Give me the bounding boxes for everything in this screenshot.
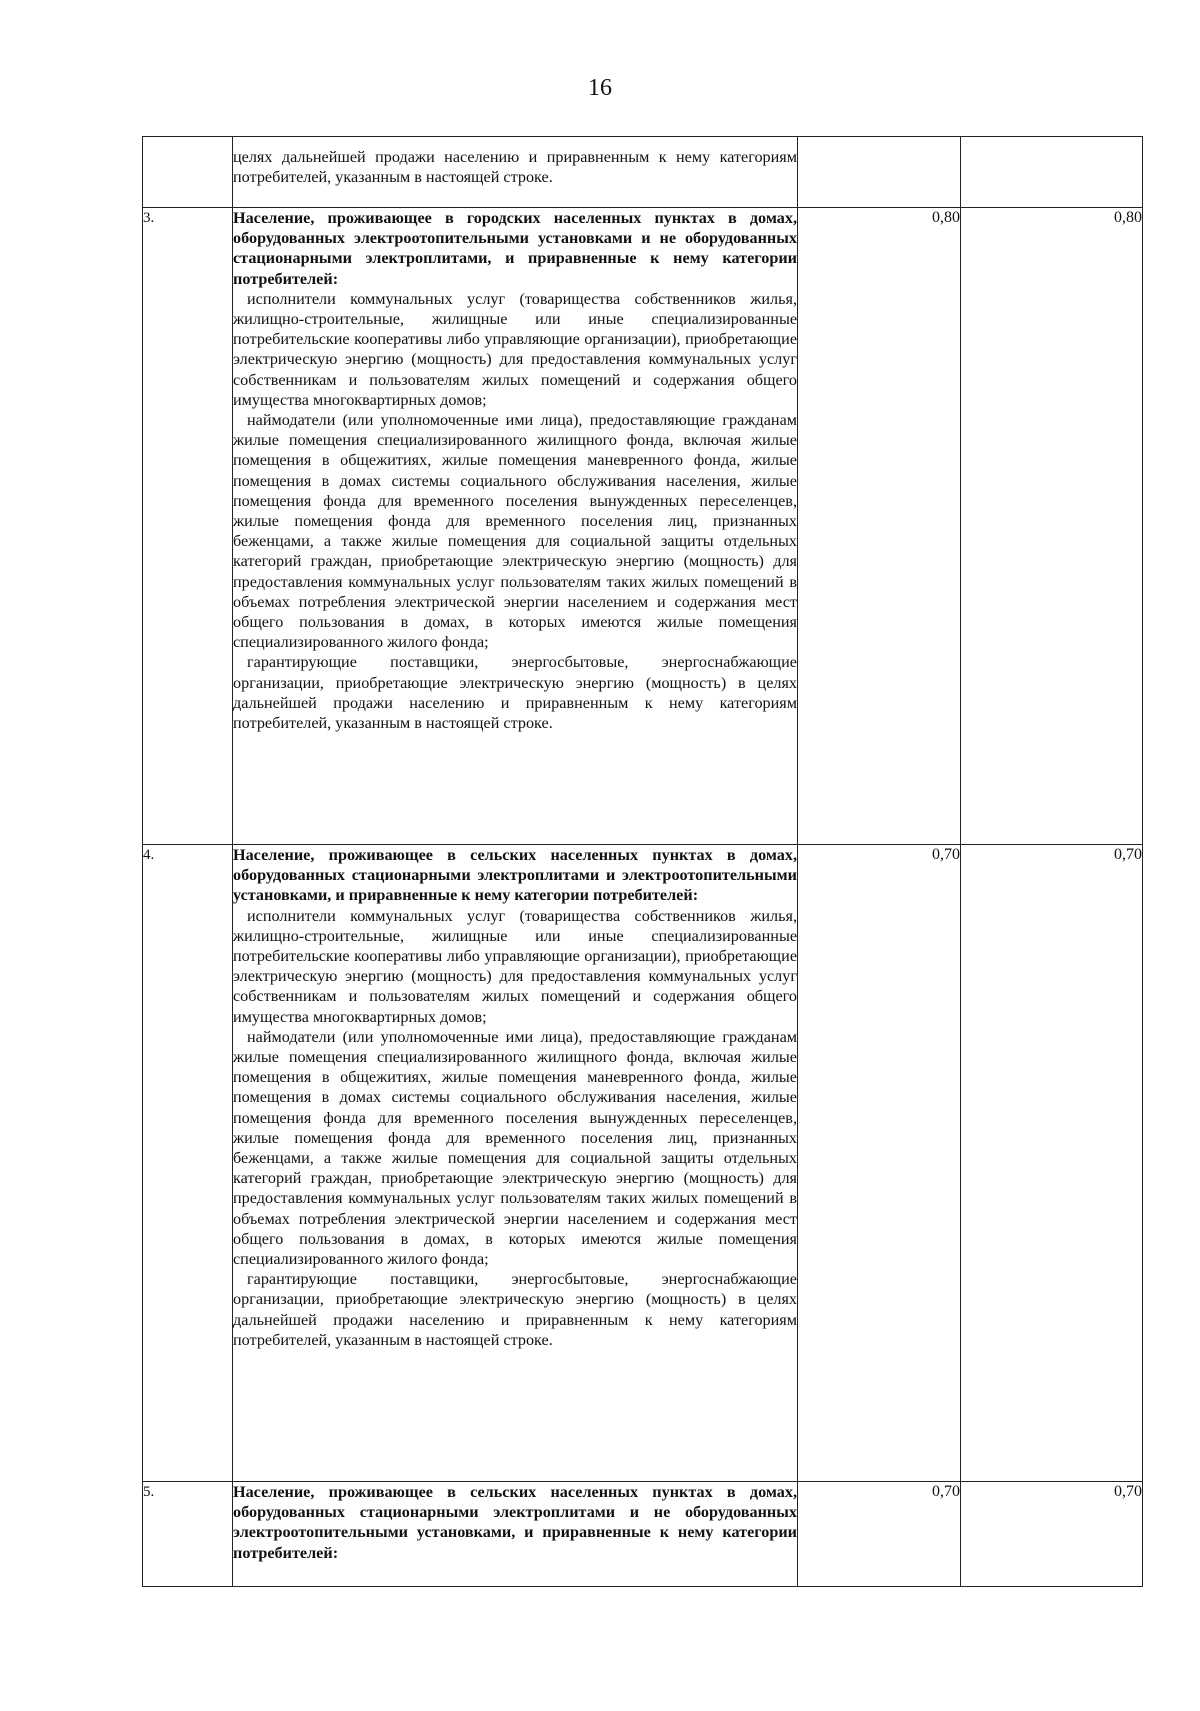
row-value-2: 0,70 <box>961 845 1143 1482</box>
row-value-1 <box>798 137 961 208</box>
row-paragraph: исполнители коммунальных услуг (товарищества собственников жилья, жилищно-строительные, жилищные или иные специализированные потребительские кооперативы либо управляющие организации), приобретающие электрическую энергию (мощность) для предоставления коммунальных услуг собственникам и пользователям жилых помещений и содержания общего имущества многоквартирных домов; <box>233 289 797 409</box>
row-heading: Население, проживающее в городских населенных пунктах в домах, оборудованных электроотопительными установками и не оборудованных стационарными электроплитами, и приравненные к нему категории потребителей: <box>233 209 797 288</box>
table-row <box>143 1482 1143 1587</box>
row-number: 4. <box>143 845 233 1482</box>
row-text: целях дальнейшей продажи населению и приравненным к нему категориям потребителей, указанным в настоящей строке. <box>233 148 797 187</box>
row-value-2: 0,70 <box>961 1482 1143 1587</box>
row-value-1: 0,80 <box>798 208 961 845</box>
row-paragraph: гарантирующие поставщики, энергосбытовые, энергоснабжающие организации, приобретающие электрическую энергию (мощность) в целях дальнейшей продажи населению и приравненным к нему категориям потребителей, указанным в настоящей строке. <box>233 1270 797 1349</box>
row-description <box>233 845 798 1482</box>
table-row <box>143 137 1143 208</box>
row-number <box>143 137 233 208</box>
row-value-1: 0,70 <box>798 1482 961 1587</box>
row-paragraph: исполнители коммунальных услуг (товарищества собственников жилья, жилищно-строительные, жилищные или иные специализированные потребительские кооперативы либо управляющие организации), приобретающие электрическую энергию (мощность) для предоставления коммунальных услуг собственникам и пользователям жилых помещений и содержания общего имущества многоквартирных домов; <box>233 906 797 1026</box>
row-heading: Население, проживающее в сельских населенных пунктах в домах, оборудованных стационарными электроплитами и электроотопительными установками, и приравненные к нему категории потребителей: <box>233 846 797 905</box>
row-value-1: 0,70 <box>798 845 961 1482</box>
row-value-2: 0,80 <box>961 208 1143 845</box>
row-paragraph: наймодатели (или уполномоченные ими лица), предоставляющие гражданам жилые помещения специализированного жилищного фонда, включая жилые помещения в общежитиях, жилые помещения маневренного фонда, жилые помещения в домах системы социального обслуживания населения, жилые помещения фонда для временного поселения вынужденных переселенцев, жилые помещения фонда для временного поселения лиц, признанных беженцами, а также жилые помещения для социальной защиты отдельных категорий граждан, приобретающие электрическую энергию (мощность) для предоставления коммунальных услуг пользователям таких жилых помещений в объемах потребления электрической энергии населением и содержания мест общего пользования в домах, в которых имеются жилые помещения специализированного жилого фонда; <box>233 1027 797 1269</box>
row-paragraph: наймодатели (или уполномоченные ими лица), предоставляющие гражданам жилые помещения специализированного жилищного фонда, включая жилые помещения в общежитиях, жилые помещения маневренного фонда, жилые помещения в домах системы социального обслуживания населения, жилые помещения фонда для временного поселения вынужденных переселенцев, жилые помещения фонда для временного поселения лиц, признанных беженцами, а также жилые помещения для социальной защиты отдельных категорий граждан, приобретающие электрическую энергию (мощность) для предоставления коммунальных услуг пользователям таких жилых помещений в объемах потребления электрической энергии населением и содержания мест общего пользования в домах, в которых имеются жилые помещения специализированного жилого фонда; <box>233 411 797 652</box>
table-row <box>143 208 1143 845</box>
row-description <box>233 137 798 208</box>
row-number: 5. <box>143 1482 233 1587</box>
page-number: 16 <box>588 75 612 101</box>
row-heading: Население, проживающее в сельских населенных пунктах в домах, оборудованных стационарными электроплитами и не оборудованных электроотопительными установками, и приравненные к нему категории потребителей: <box>233 1483 797 1562</box>
row-description <box>233 1482 798 1587</box>
tariff-table <box>142 136 1143 1587</box>
table-row <box>143 845 1143 1482</box>
row-paragraph: гарантирующие поставщики, энергосбытовые, энергоснабжающие организации, приобретающие электрическую энергию (мощность) в целях дальнейшей продажи населению и приравненным к нему категориям потребителей, указанным в настоящей строке. <box>233 653 797 733</box>
row-description <box>233 208 798 845</box>
row-value-2 <box>961 137 1143 208</box>
row-number: 3. <box>143 208 233 845</box>
